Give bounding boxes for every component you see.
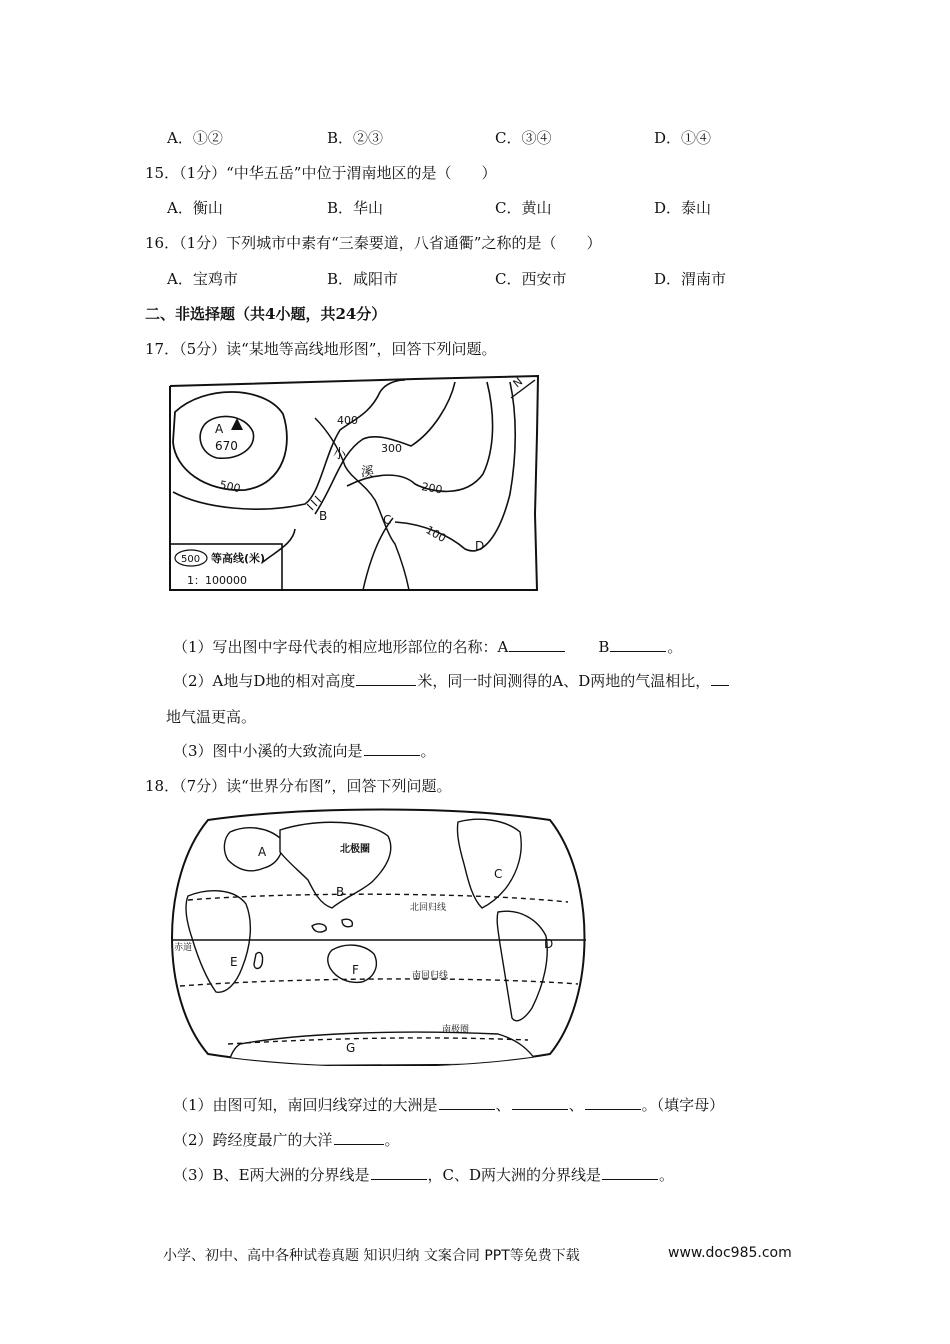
answer-blank[interactable] [711,671,729,686]
world-label-a: A [258,845,267,859]
antarctic-circle-label: 南极圈 [442,1025,470,1035]
legend-label: 等高线(米) [211,552,266,565]
q18-sub2-text: （2）跨经度最广的大洋 [173,1131,333,1149]
map-label-a: A [215,422,224,436]
q18-sub1-sep: 、 [495,1096,511,1114]
world-label-f: F [352,963,359,977]
q15-options [167,197,807,219]
answer-blank[interactable] [439,1095,495,1110]
q18-sub3-text: （3）B、E两大洲的分界线是 [173,1166,370,1184]
answer-blank[interactable] [512,1095,568,1110]
answer-blank[interactable] [364,741,420,756]
map-label-b: B [319,509,328,523]
answer-blank[interactable] [334,1130,384,1145]
q17-sub3-text: （3）图中小溪的大致流向是 [173,742,363,760]
q14-option-a[interactable]: A．①② [167,129,223,147]
section-title: 二、非选择题（共4小题，共24分） [145,305,387,323]
tropic-north-label: 北回归线 [410,903,447,913]
map-peak-elev: 670 [215,439,238,453]
q17-sub1-end: 。 [667,638,683,656]
q16-option-b[interactable]: B．咸阳市 [327,270,399,288]
q18-stem: 18．（7分）读“世界分布图”，回答下列问题。 [145,777,452,795]
world-label-b: B [336,885,345,899]
q18-sub2 [173,1129,400,1150]
footer-site[interactable]: www.doc985.com [668,1245,792,1261]
q16-stem: 16．（1分）下列城市中素有“三秦要道，八省通衢”之称的是（ ） [145,234,602,252]
q17-sub3 [173,740,436,761]
world-label-g: G [346,1041,356,1055]
map-scale: 1：100000 [187,574,247,587]
answer-blank[interactable] [602,1165,658,1180]
world-label-e: E [230,955,238,969]
world-map [168,808,590,1066]
arctic-circle-label: 北极圈 [340,844,370,855]
world-label-c: C [494,867,503,881]
answer-blank[interactable] [585,1095,641,1110]
q17-sub1-text: （1）写出图中字母代表的相应地形部位的名称：A [173,638,509,656]
contour-label-300: 300 [381,442,402,455]
q18-sub3-end: 。 [659,1166,675,1184]
footer-text: 小学、初中、高中各种试卷真题 知识归纳 文案合同 PPT等免费下载 [163,1248,580,1264]
q14-options [167,127,807,149]
q15-option-c[interactable]: C．黄山 [495,199,552,217]
q18-sub1 [173,1094,724,1115]
tropic-south-label: 南回归线 [412,971,449,981]
contour-map [165,374,540,594]
q18-sub3 [173,1164,674,1185]
q16-option-a[interactable]: A．宝鸡市 [167,270,238,288]
stream-char-1: 小 [333,447,347,462]
q18-sub1-end: 。（填字母） [641,1096,725,1114]
q15-stem: 15．（1分）“中华五岳”中位于渭南地区的是（ ） [145,164,497,182]
q14-option-b[interactable]: B．②③ [327,129,384,147]
q17-sub2-cont: 地气温更高。 [166,708,257,726]
map-label-d: D [475,539,485,553]
q15-option-d[interactable]: D．泰山 [654,199,712,217]
q17-sub2 [173,670,730,691]
q18-sub3-mid: ，C、D两大洲的分界线是 [427,1166,602,1184]
q17-stem: 17．（5分）读“某地等高线地形图”，回答下列问题。 [145,340,497,358]
contour-label-400: 400 [337,414,358,427]
q15-option-b[interactable]: B．华山 [327,199,384,217]
q16-option-c[interactable]: C．西安市 [495,270,567,288]
q18-sub1-text: （1）由图可知，南回归线穿过的大洲是 [173,1096,438,1114]
q17-sub1-b: B [598,638,610,656]
answer-blank[interactable] [371,1165,427,1180]
contour-label-200: 200 [420,480,444,497]
north-label: N [510,375,526,391]
q14-option-d[interactable]: D．①④ [654,129,712,147]
q17-sub2-mid: 米，同一时间测得的A、D两地的气温相比， [417,672,711,690]
q16-option-d[interactable]: D．渭南市 [654,270,727,288]
stream-char-2: 溪 [361,465,375,480]
world-label-d: D [544,937,554,951]
q15-option-a[interactable]: A．衡山 [167,199,223,217]
answer-blank[interactable] [610,637,666,652]
q18-sub1-sep: 、 [568,1096,584,1114]
legend-value: 500 [181,554,201,565]
q17-sub3-end: 。 [420,742,436,760]
map-label-c: C [383,513,392,527]
q14-option-c[interactable]: C．③④ [495,129,552,147]
equator-label: 赤道 [174,943,193,953]
contour-label-100: 100 [423,523,449,546]
q17-sub1 [173,636,682,657]
q18-sub2-end: 。 [384,1131,400,1149]
q17-sub2-text: （2）A地与D地的相对高度 [173,672,356,690]
q16-options [167,268,807,290]
answer-blank[interactable] [509,637,565,652]
answer-blank[interactable] [356,671,416,686]
contour-label-500: 500 [218,478,242,496]
